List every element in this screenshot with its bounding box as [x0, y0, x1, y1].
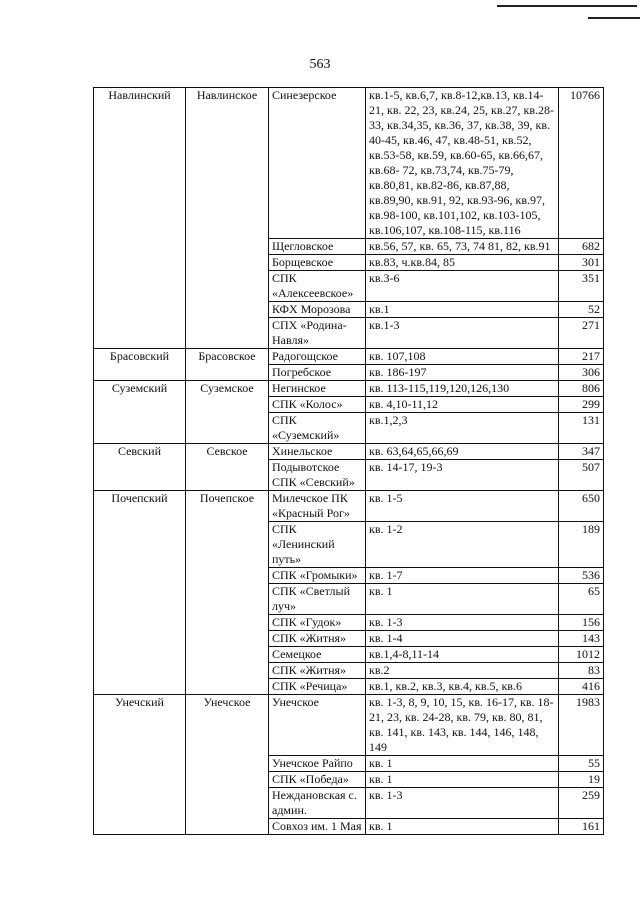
value-cell: 131 [559, 413, 604, 444]
value-cell: 55 [559, 756, 604, 772]
organization-cell: СПК «Житня» [269, 631, 366, 647]
table-row [94, 88, 604, 239]
organization-cell: Щегловское [269, 239, 366, 255]
quarters-cell: кв.2 [366, 663, 559, 679]
value-cell: 347 [559, 444, 604, 460]
value-cell: 83 [559, 663, 604, 679]
value-cell: 259 [559, 788, 604, 819]
table-row [94, 349, 604, 365]
top-rule-short [588, 17, 640, 19]
locality-cell: Севское [186, 444, 269, 491]
table-row [94, 695, 604, 756]
organization-cell: Подывотское СПК «Севский» [269, 460, 366, 491]
quarters-cell: кв. 4,10-11,12 [366, 397, 559, 413]
locality-cell: Почепское [186, 491, 269, 695]
value-cell: 143 [559, 631, 604, 647]
value-cell: 19 [559, 772, 604, 788]
organization-cell: СПК «Житня» [269, 663, 366, 679]
quarters-cell: кв. 113-115,119,120,126,130 [366, 381, 559, 397]
value-cell: 299 [559, 397, 604, 413]
value-cell: 682 [559, 239, 604, 255]
value-cell: 1012 [559, 647, 604, 663]
forest-quarters-table [93, 87, 604, 835]
quarters-cell: кв. 1 [366, 584, 559, 615]
quarters-cell: кв. 1-3 [366, 788, 559, 819]
organization-cell: Семецкое [269, 647, 366, 663]
quarters-cell: кв. 186-197 [366, 365, 559, 381]
value-cell: 156 [559, 615, 604, 631]
quarters-cell: кв.56, 57, кв. 65, 73, 74 81, 82, кв.91 [366, 239, 559, 255]
top-rule [497, 5, 637, 7]
organization-cell: Синезерское [269, 88, 366, 239]
district-cell: Навлинский [94, 88, 186, 349]
value-cell: 271 [559, 318, 604, 349]
district-cell: Унечский [94, 695, 186, 835]
organization-cell: Совхоз им. 1 Мая [269, 819, 366, 835]
organization-cell: СПК «Громыки» [269, 568, 366, 584]
value-cell: 536 [559, 568, 604, 584]
value-cell: 806 [559, 381, 604, 397]
value-cell: 1983 [559, 695, 604, 756]
organization-cell: Погребское [269, 365, 366, 381]
organization-cell: Неждановская с. админ. [269, 788, 366, 819]
value-cell: 416 [559, 679, 604, 695]
quarters-cell: кв. 1 [366, 819, 559, 835]
organization-cell: СПК «Алексеевское» [269, 271, 366, 302]
district-cell: Почепский [94, 491, 186, 695]
quarters-cell: кв.1,2,3 [366, 413, 559, 444]
locality-cell: Суземское [186, 381, 269, 444]
organization-cell: СПК «Светлый луч» [269, 584, 366, 615]
value-cell: 52 [559, 302, 604, 318]
value-cell: 351 [559, 271, 604, 302]
quarters-cell: кв.1-3 [366, 318, 559, 349]
locality-cell: Навлинское [186, 88, 269, 349]
quarters-cell: кв. 1-3 [366, 615, 559, 631]
page-number: 563 [309, 57, 331, 72]
quarters-cell: кв.3-6 [366, 271, 559, 302]
value-cell: 301 [559, 255, 604, 271]
quarters-cell: кв. 1-5 [366, 491, 559, 522]
organization-cell: СПК «Победа» [269, 772, 366, 788]
organization-cell: Милечское ПК «Красный Рог» [269, 491, 366, 522]
quarters-cell: кв.1,4-8,11-14 [366, 647, 559, 663]
district-cell: Суземский [94, 381, 186, 444]
organization-cell: СПК «Гудок» [269, 615, 366, 631]
value-cell: 65 [559, 584, 604, 615]
value-cell: 650 [559, 491, 604, 522]
table-row [94, 381, 604, 397]
quarters-cell: кв. 1-2 [366, 522, 559, 568]
organization-cell: КФХ Морозова [269, 302, 366, 318]
value-cell: 217 [559, 349, 604, 365]
table-row [94, 444, 604, 460]
quarters-cell: кв. 1-3, 8, 9, 10, 15, кв. 16-17, кв. 18-21, 23, кв. 24-28, кв. 79, кв. 80, 81, кв. 141, кв. 143, кв. 144, 146, 148, 149 [366, 695, 559, 756]
value-cell: 189 [559, 522, 604, 568]
value-cell: 10766 [559, 88, 604, 239]
quarters-cell: кв.83, ч.кв.84, 85 [366, 255, 559, 271]
value-cell: 161 [559, 819, 604, 835]
value-cell: 507 [559, 460, 604, 491]
locality-cell: Брасовское [186, 349, 269, 381]
organization-cell: СПК «Ленинский путь» [269, 522, 366, 568]
quarters-cell: кв. 63,64,65,66,69 [366, 444, 559, 460]
district-cell: Севский [94, 444, 186, 491]
table-row [94, 491, 604, 522]
organization-cell: СПК «Колос» [269, 397, 366, 413]
locality-cell: Унечское [186, 695, 269, 835]
district-cell: Брасовский [94, 349, 186, 381]
organization-cell: СПХ «Родина-Навля» [269, 318, 366, 349]
organization-cell: СПК «Суземский» [269, 413, 366, 444]
organization-cell: Негинское [269, 381, 366, 397]
organization-cell: Унечское [269, 695, 366, 756]
organization-cell: Борщевское [269, 255, 366, 271]
quarters-cell: кв.1, кв.2, кв.3, кв.4, кв.5, кв.6 [366, 679, 559, 695]
organization-cell: Унечское Райпо [269, 756, 366, 772]
quarters-cell: кв. 1 [366, 772, 559, 788]
quarters-cell: кв. 1 [366, 756, 559, 772]
quarters-cell: кв. 107,108 [366, 349, 559, 365]
quarters-cell: кв.1-5, кв.6,7, кв.8-12,кв.13, кв.14-21, кв. 22, 23, кв.24, 25, кв.27, кв.28-33, кв.34,35, кв.36, 37, кв.38, 39, кв. 40-45, кв.46, 47, кв.48-51, кв.52, кв.53-58, кв.59, кв.60-65, кв.66,67, кв.68- 72, кв.73,74, кв.75-79, кв.80,81, кв.82-86, кв.87,88, кв.89,90, кв.91, 92, кв.93-96, кв.97, кв.98-100, кв.101,102, кв.103-105, кв.106,107, кв.108-115, кв.116 [366, 88, 559, 239]
organization-cell: СПК «Речица» [269, 679, 366, 695]
table-body [94, 88, 604, 835]
organization-cell: Хинельское [269, 444, 366, 460]
value-cell: 306 [559, 365, 604, 381]
quarters-cell: кв.1 [366, 302, 559, 318]
organization-cell: Радогощское [269, 349, 366, 365]
quarters-cell: кв. 1-7 [366, 568, 559, 584]
quarters-cell: кв. 14-17, 19-3 [366, 460, 559, 491]
quarters-cell: кв. 1-4 [366, 631, 559, 647]
